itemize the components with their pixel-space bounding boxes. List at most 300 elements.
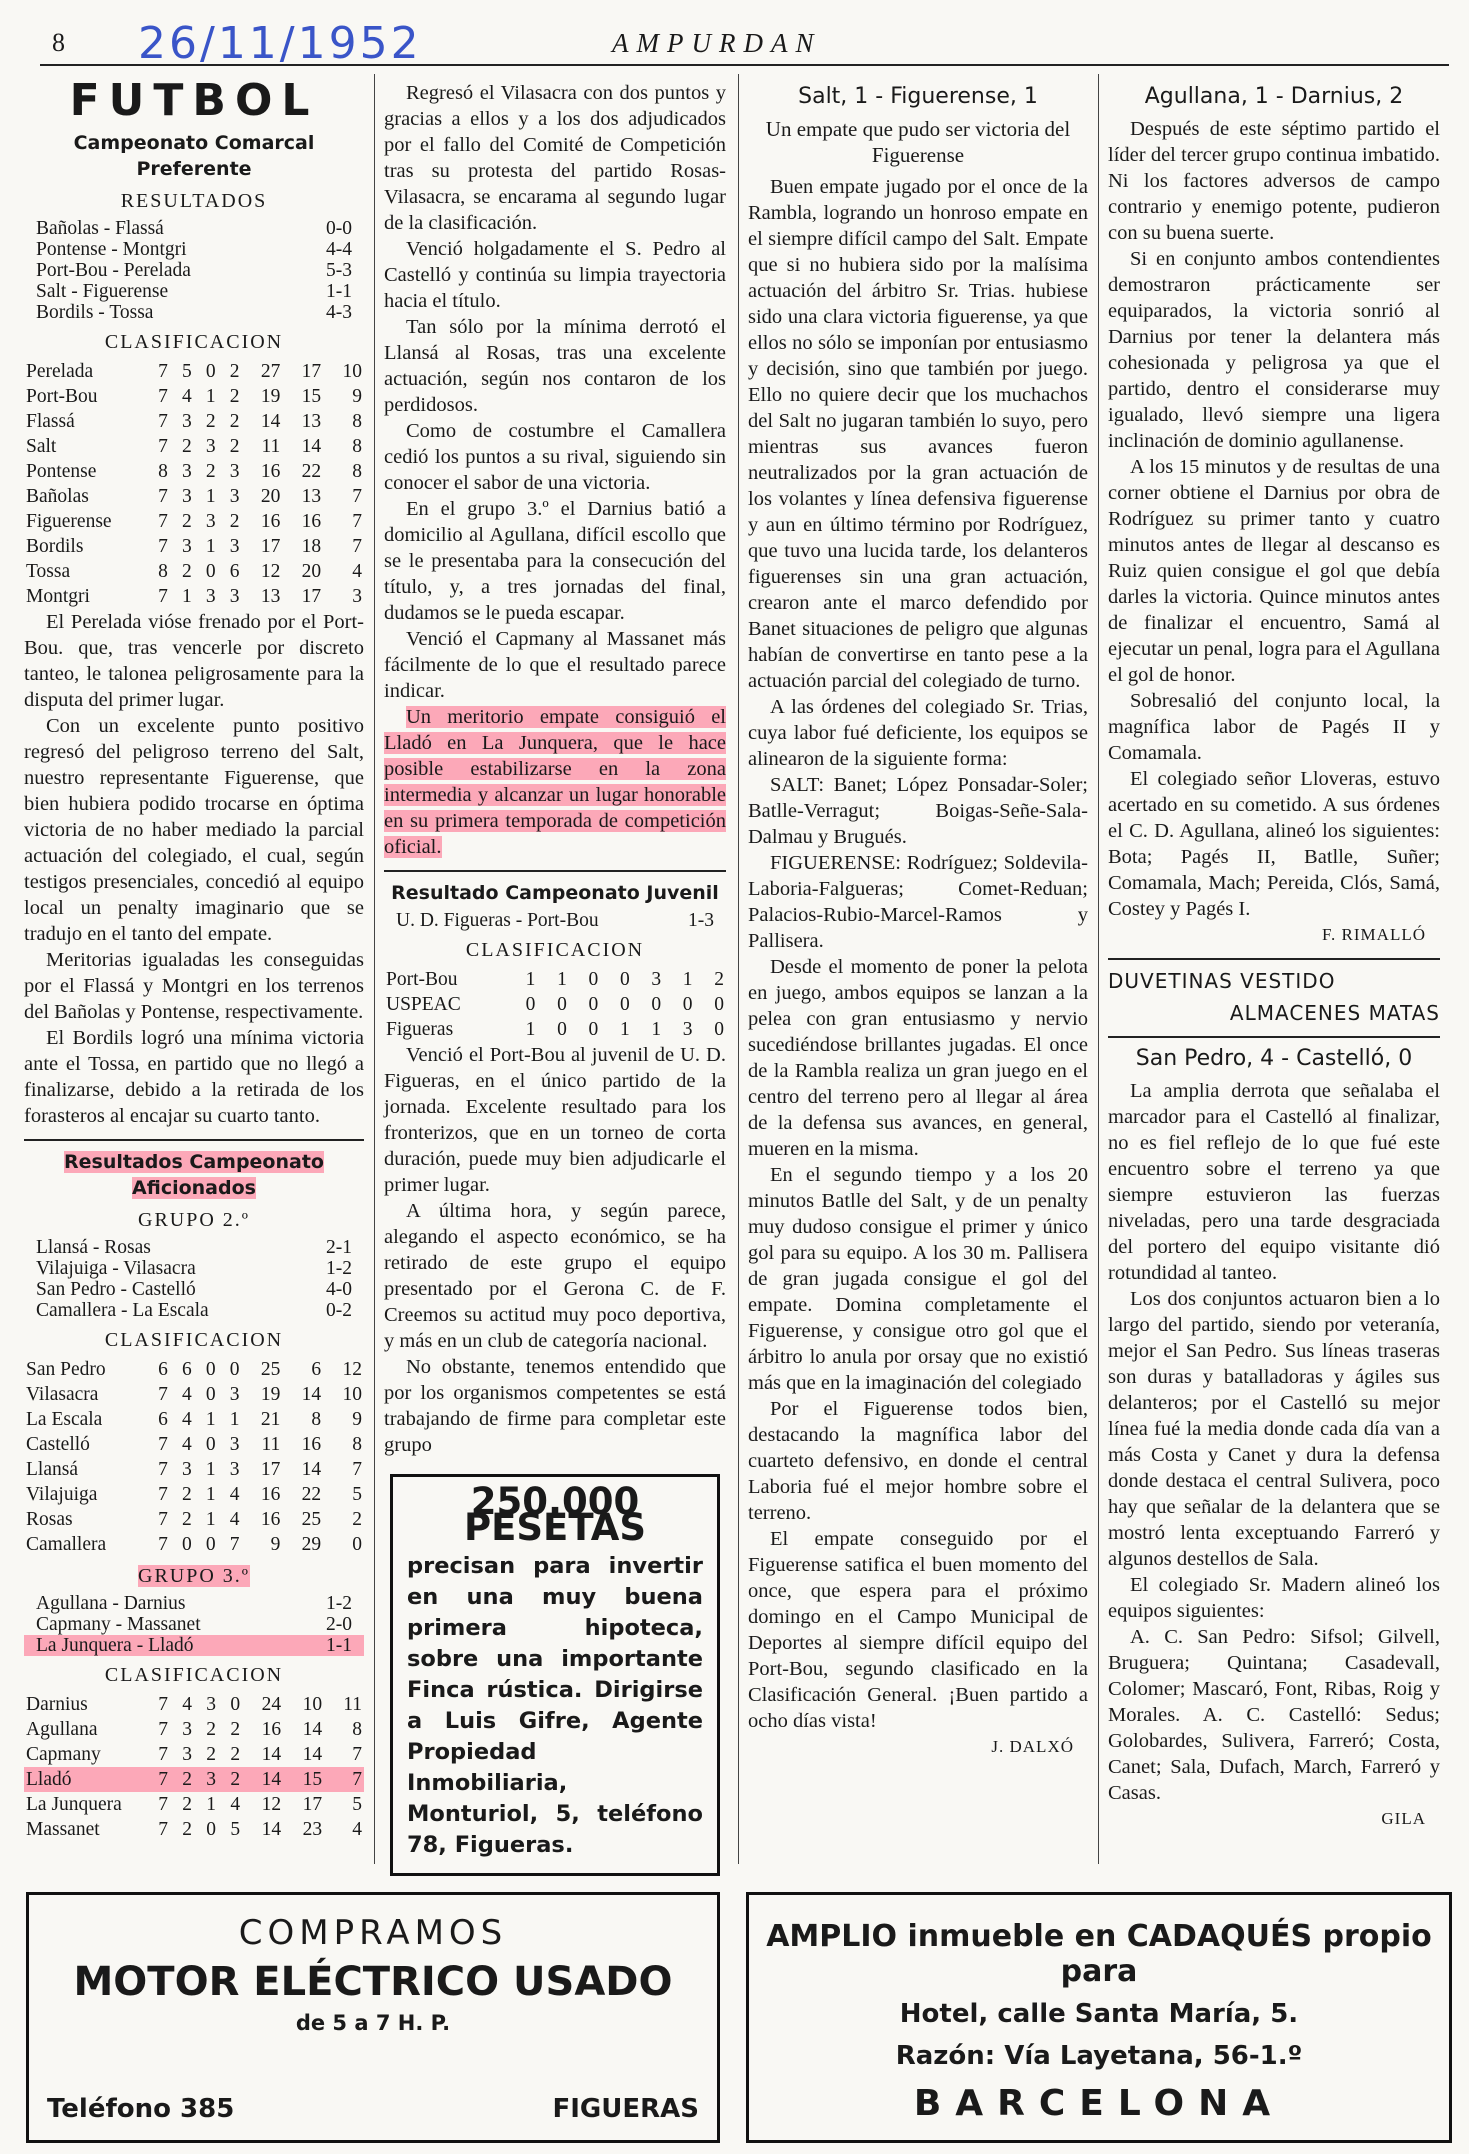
stat-cell: 0	[651, 994, 662, 1015]
stat-cell: 0	[205, 361, 216, 382]
ad-phone: Teléfono 385	[47, 2094, 235, 2124]
match-name: Pontense - Montgri	[36, 239, 187, 260]
stat-cell: 7	[158, 1694, 169, 1715]
stat-cell: 0	[619, 994, 630, 1015]
newspaper-title: AMPURDAN	[612, 28, 822, 58]
team-name: Port-Bou	[26, 386, 98, 407]
stat-cell: 1	[205, 536, 216, 557]
divider	[1108, 1036, 1440, 1038]
ad-headline: AMPLIO inmueble en CADAQUÉS propio para	[766, 1919, 1432, 1989]
stat-cell: 6	[229, 561, 240, 582]
stat-cell: 3	[229, 1434, 240, 1455]
stat-cell: 1	[205, 486, 216, 507]
stat-cell: 0	[205, 561, 216, 582]
stat-cell: 8	[352, 411, 362, 432]
stat-cell: 2	[182, 511, 192, 532]
stat-cell: 3	[182, 1459, 192, 1480]
table-row	[24, 1792, 364, 1817]
stat-cell: 1	[651, 1019, 662, 1040]
article-paragraph: Meritorias igualadas les conseguidas por el Flassá y Montgri en los terrenos del Bañolas y Pontense, respectivamente.	[24, 949, 364, 1023]
stat-cell: 2	[182, 1484, 192, 1505]
stat-cell: 0	[182, 1534, 192, 1555]
stat-cell: 2	[229, 436, 240, 457]
article-paragraph: Los dos conjuntos actuaron bien a lo largo del partido, siendo por veteranía, mejor el San Pedro. Sus líneas traseras son duras y batalladoras y ágiles sus delanteros; por el Castelló su mejor línea fué la media donde cada día van a más Costa y Canet y dura la defensa donde destaca el central Sulivera, poco hay que señalar de la delantera que se mostró lenta exceptuando Farreró y algunos destellos de Sala.	[1108, 1288, 1440, 1570]
stat-cell: 17	[260, 536, 281, 557]
match-score: 0-2	[326, 1300, 352, 1321]
team-name: Capmany	[26, 1744, 101, 1765]
stat-cell: 7	[158, 1384, 168, 1405]
stat-cell: 0	[206, 1819, 217, 1840]
ad-footer	[47, 2094, 699, 2124]
result-row	[24, 302, 364, 323]
stat-cell: 11	[261, 1434, 281, 1455]
article-paragraph: Desde el momento de poner la pelota en juego, ambos equipos se lanzan a la pelea con gran entusiasmo y nervio sucediéndose brillantes jugadas. El once de la Rambla realiza un gran juego en el centro del terreno pero al llegar al área de la defensa sus avances, en general, mueren en la misma.	[748, 956, 1088, 1160]
column-2	[384, 80, 726, 1892]
stat-cell: 6	[158, 1359, 168, 1380]
divider	[24, 1139, 364, 1141]
stat-cell: 11	[261, 436, 281, 457]
stat-cell: 2	[229, 361, 240, 382]
table-row	[24, 1382, 364, 1407]
stat-cell: 3	[205, 436, 216, 457]
table-row	[24, 1482, 364, 1507]
stat-cell: 7	[158, 436, 168, 457]
match-headline: Salt, 1 - Figuerense, 1	[798, 84, 1038, 109]
stat-cell: 24	[261, 1694, 282, 1715]
stat-cell: 3	[182, 486, 192, 507]
stat-cell: 3	[206, 1694, 217, 1715]
table-row	[24, 1357, 364, 1382]
stat-cell: 8	[352, 461, 362, 482]
match-headline: San Pedro, 4 - Castelló, 0	[1135, 1046, 1413, 1071]
stat-cell: 1	[682, 969, 693, 990]
stat-cell: 9	[352, 1409, 362, 1430]
stat-cell: 6	[182, 1359, 192, 1380]
table-row	[24, 1692, 364, 1717]
team-name: Castelló	[26, 1434, 90, 1455]
table-row	[384, 992, 726, 1017]
stat-cell: 0	[229, 1359, 240, 1380]
stat-cell: 7	[158, 1769, 169, 1790]
stat-cell: 2	[182, 1794, 193, 1815]
stat-cell: 14	[301, 1459, 322, 1480]
result-row	[24, 1300, 364, 1321]
stat-cell: 0	[205, 1534, 216, 1555]
stat-cell: 3	[205, 586, 216, 607]
aficionados-title	[24, 1149, 364, 1201]
stat-cell: 3	[182, 1719, 193, 1740]
stat-cell: 10	[302, 1694, 323, 1715]
team-name: Perelada	[26, 361, 94, 382]
stat-cell: 13	[301, 411, 322, 432]
match-score: 2-1	[326, 1237, 352, 1258]
stat-cell: 22	[301, 1484, 322, 1505]
result-row	[24, 1635, 364, 1656]
stat-cell: 12	[342, 1359, 362, 1380]
article-paragraph: No obstante, tenemos entendido que por los organismos competentes se está trabajando de firme para completar este grupo	[384, 1356, 726, 1456]
stat-cell: 5	[352, 1484, 362, 1505]
team-name: USPEAC	[386, 994, 461, 1015]
stat-cell: 14	[260, 411, 281, 432]
result-row	[24, 1237, 364, 1258]
stat-cell: 0	[205, 1359, 216, 1380]
stat-cell: 3	[682, 1019, 693, 1040]
stat-cell: 17	[260, 1459, 281, 1480]
stat-cell: 12	[260, 561, 281, 582]
article-paragraph: Venció el Capmany al Massanet más fácilmente de lo que el resultado parece indicar.	[384, 628, 726, 702]
match-name: Agullana - Darnius	[36, 1593, 186, 1614]
table-row	[24, 1407, 364, 1432]
stat-cell: 1	[205, 1509, 216, 1530]
team-name: Vilasacra	[26, 1384, 99, 1405]
stat-cell: 2	[182, 1819, 193, 1840]
results-list	[24, 218, 364, 323]
team-name: Figueras	[386, 1019, 454, 1040]
stat-cell: 3	[182, 461, 192, 482]
stat-cell: 7	[158, 386, 168, 407]
stat-cell: 0	[230, 1694, 241, 1715]
stat-cell: 1	[205, 1484, 216, 1505]
stat-cell: 22	[301, 461, 322, 482]
stat-cell: 7	[158, 486, 168, 507]
result-row	[24, 281, 364, 302]
stat-cell: 19	[260, 1384, 281, 1405]
article-paragraph: Sobresalió del conjunto local, la magnífica labor de Pagés II y Comamala.	[1108, 690, 1440, 764]
stat-cell: 4	[352, 561, 362, 582]
stat-cell: 0	[714, 994, 724, 1015]
group-label: GRUPO 2.º	[138, 1209, 250, 1231]
stat-cell: 3	[229, 486, 240, 507]
table-row	[384, 1017, 726, 1042]
table-row	[384, 967, 726, 992]
highlight-mark: Un meritorio empate consiguió el Lladó en La Junquera, que le hace posible estabilizarse en la zona intermedia y alcanzar un lugar honorable en su primera temporada de competición oficial.	[384, 706, 726, 858]
stat-cell: 17	[301, 586, 322, 607]
stat-cell: 8	[311, 1409, 322, 1430]
match-name: Llansá - Rosas	[36, 1237, 151, 1258]
highlighted-group-label: GRUPO 3.º	[138, 1565, 250, 1587]
match-headline: Agullana, 1 - Darnius, 2	[1144, 84, 1404, 109]
stat-cell: 16	[260, 1509, 281, 1530]
article-paragraph: En el grupo 3.º el Darnius batió a domicilio al Agullana, difícil escollo que se le presentaba para la consecución del título, y, a tres jornadas del final, dudamos se le pueda escapar.	[384, 498, 726, 624]
match-score: 4-4	[326, 239, 352, 260]
stat-cell: 7	[158, 1719, 169, 1740]
team-name: La Junquera	[26, 1794, 122, 1815]
stat-cell: 5	[230, 1819, 241, 1840]
match-score: 1-1	[326, 1635, 352, 1656]
article-paragraph: Con un excelente punto positivo regresó del peligroso terreno del Salt, nuestro representante Figuerense, que bien hubiera podido trocarse en óptima victoria de no haber mediado la parcial actuación del colegiado, el cual, según testigos presenciales, concedió al equipo local un penalty imaginario que se tradujo en el tanto del empate.	[24, 715, 364, 945]
stat-cell: 2	[229, 386, 240, 407]
stat-cell: 2	[230, 1719, 241, 1740]
table-row	[24, 1767, 364, 1792]
team-name: La Escala	[26, 1409, 103, 1430]
stat-cell: 14	[261, 1769, 282, 1790]
article-paragraph: En el segundo tiempo y a los 20 minutos Batlle del Salt, y de un penalty muy dudoso consigue el primer y único gol para su equipo. A los 30 m. Pallisera de gran jugada consigue el gol del empate. Domina completamente el Figuerense, y consigue otro gol que el árbitro lo anula por orsay que no existió más que en la imaginación del colegiado	[748, 1164, 1088, 1394]
stat-cell: 2	[230, 1769, 241, 1790]
stat-cell: 7	[352, 1744, 362, 1765]
result-row	[24, 1614, 364, 1635]
result-row	[24, 218, 364, 239]
stat-cell: 2	[182, 1769, 193, 1790]
team-name: Camallera	[26, 1534, 107, 1555]
stat-cell: 3	[205, 511, 216, 532]
stat-cell: 14	[261, 1819, 282, 1840]
stat-cell: 0	[557, 1019, 567, 1040]
stat-cell: 5	[352, 1794, 362, 1815]
article-paragraph: A última hora, y según parece, alegando el aspecto económico, se ha retirado de este grupo el equipo presentado por el Gerona C. de F. Creemos su actitud muy poco deportiva, y más en un club de categoría nacional.	[384, 1200, 726, 1352]
team-name: Massanet	[26, 1819, 100, 1840]
team-name: Bordils	[26, 536, 84, 557]
stat-cell: 29	[301, 1534, 322, 1555]
stat-cell: 0	[588, 994, 599, 1015]
table-row	[24, 459, 364, 484]
stat-cell: 3	[229, 1384, 240, 1405]
match-score: 1-2	[326, 1593, 352, 1614]
stat-cell: 7	[229, 1534, 240, 1555]
stat-cell: 1	[205, 386, 216, 407]
stat-cell: 4	[229, 1484, 240, 1505]
article-paragraph: Como de costumbre el Camallera cedió los puntos a su rival, siguiendo sin conocer el sabor de una victoria.	[384, 420, 726, 494]
stat-cell: 2	[205, 461, 216, 482]
stat-cell: 13	[260, 586, 281, 607]
stat-cell: 7	[158, 1794, 169, 1815]
article-paragraph: FIGUERENSE: Rodríguez; Soldevila-Laboria-Falgueras; Comet-Reduan; Palacios-Rubio-Marcel-Ramos y Pallisera.	[748, 852, 1088, 952]
stat-cell: 2	[230, 1744, 241, 1765]
table-row	[24, 559, 364, 584]
match-name: Port-Bou - Perelada	[36, 260, 191, 281]
article-paragraph: Regresó el Vilasacra con dos puntos y gracias a ellos y a los dos adjudicados por el fallo del Comité de Competición tras su protesta del partido Rosas-Vilasacra, se encarama al segundo lugar de la clasificación.	[384, 82, 726, 234]
stat-cell: 3	[229, 461, 240, 482]
stat-cell: 9	[352, 386, 362, 407]
article-paragraph: El Bordils logró una mínima victoria ante el Tossa, en partido que no llegó a finalizarse, debido a la retirada de los forasteros al encajar su cuarto tanto.	[24, 1027, 364, 1127]
stat-cell: 3	[206, 1769, 217, 1790]
stat-cell: 8	[352, 1719, 362, 1740]
property-ad	[746, 1892, 1452, 2143]
article-paragraph: Si en conjunto ambos contendientes demostraron prácticamente ser equiparados, la victoria sonrió al Darnius por tener la delantera más cohesionada y peligrosa ya que el partido, dentro el considerarse muy igualado, llevó siempre una ligera inclinación de dominio agullanense.	[1108, 248, 1440, 452]
stat-cell: 4	[182, 1694, 193, 1715]
match-score: 1-1	[326, 281, 352, 302]
table-row	[24, 434, 364, 459]
stat-cell: 25	[301, 1509, 322, 1530]
table-row	[24, 384, 364, 409]
stat-cell: 6	[158, 1409, 168, 1430]
match-score: 1-3	[688, 910, 714, 931]
team-name: Llansá	[26, 1459, 78, 1480]
stat-cell: 2	[229, 411, 240, 432]
table-row	[24, 534, 364, 559]
team-name: Figuerense	[26, 511, 112, 532]
stat-cell: 2	[352, 1509, 362, 1530]
team-name: Salt	[26, 436, 57, 457]
result-row	[24, 260, 364, 281]
column-divider	[1098, 74, 1099, 1864]
results-list	[24, 1237, 364, 1321]
stat-cell: 7	[158, 1509, 168, 1530]
stat-cell: 3	[651, 969, 662, 990]
stat-cell: 14	[301, 1384, 322, 1405]
highlighted-paragraph	[384, 704, 726, 860]
article-paragraph: Después de este séptimo partido el líder del tercer grupo continua imbatido. Ni los factores adversos de campo contrario y enemigo potente, pudieron con su buena suerte.	[1108, 118, 1440, 244]
stat-cell: 0	[619, 969, 630, 990]
column-divider	[738, 74, 739, 1864]
store-ad-line: DUVETINAS VESTIDO	[1108, 969, 1336, 993]
article-paragraph: El colegiado Sr. Madern alineó los equipos siguientes:	[1108, 1574, 1440, 1622]
stat-cell: 2	[206, 1719, 217, 1740]
stat-cell: 3	[229, 536, 240, 557]
classification-table	[24, 1692, 364, 1842]
stat-cell: 16	[261, 1719, 282, 1740]
match-name: Bañolas - Flassá	[36, 218, 164, 239]
stat-cell: 8	[158, 561, 168, 582]
stat-cell: 2	[229, 511, 240, 532]
ad-headline: MOTOR ELÉCTRICO USADO	[73, 1959, 673, 2005]
team-name: Rosas	[26, 1509, 73, 1530]
match-name: Bordils - Tossa	[36, 302, 154, 323]
table-row	[24, 584, 364, 609]
stat-cell: 8	[158, 461, 168, 482]
stat-cell: 17	[301, 361, 322, 382]
juvenil-title: Resultado Campeonato Juvenil	[391, 882, 719, 904]
mortgage-ad	[390, 1474, 720, 1876]
stat-cell: 3	[229, 1459, 240, 1480]
team-name: Flassá	[26, 411, 75, 432]
stat-cell: 20	[260, 486, 281, 507]
stat-cell: 5	[182, 361, 192, 382]
ad-line: Hotel, calle Santa María, 5.	[899, 1999, 1299, 2029]
stat-cell: 15	[301, 386, 322, 407]
match-name: La Junquera - Lladó	[36, 1635, 194, 1656]
team-name: Bañolas	[26, 486, 89, 507]
result-row	[24, 1593, 364, 1614]
article-paragraph: El colegiado señor Lloveras, estuvo acertado en su cometido. A sus órdenes el C. D. Agullana, alineó los siguientes: Bota; Pagés II, Batlle, Suñer; Comamala, Mach; Pereida, Clós, Samá, Costey y Pagés I.	[1108, 768, 1440, 920]
table-row	[24, 509, 364, 534]
page-number: 8	[52, 28, 65, 57]
stat-cell: 7	[158, 1534, 168, 1555]
team-name: Vilajuiga	[26, 1484, 98, 1505]
stat-cell: 7	[158, 1744, 169, 1765]
section-title: FUTBOL	[69, 75, 319, 126]
stat-cell: 3	[229, 586, 240, 607]
team-name: Port-Bou	[386, 969, 458, 990]
table-row	[24, 1507, 364, 1532]
stat-cell: 7	[158, 586, 168, 607]
results-list	[24, 1593, 364, 1656]
ad-title: 250.000 PESETAS	[464, 1480, 646, 1549]
stat-cell: 14	[261, 1744, 282, 1765]
stat-cell: 1	[525, 969, 536, 990]
stat-cell: 0	[588, 1019, 599, 1040]
team-name: Darnius	[26, 1694, 88, 1715]
stat-cell: 1	[205, 1459, 216, 1480]
match-name: Capmany - Massanet	[36, 1614, 201, 1635]
stat-cell: 20	[301, 561, 322, 582]
table-row	[24, 1432, 364, 1457]
header-rule	[40, 64, 1449, 66]
stat-cell: 8	[352, 436, 362, 457]
match-name: Vilajuiga - Vilasacra	[36, 1258, 196, 1279]
match-subheadline: Un empate que pudo ser victoria del Figuerense	[765, 117, 1071, 167]
stat-cell: 1	[525, 1019, 536, 1040]
article-paragraph: Por el Figuerense todos bien, destacando la magnífica labor del cuarteto defensivo, en donde el central Laboria fué el mejor hombre sobre el terreno.	[748, 1398, 1088, 1524]
ad-city: FIGUERAS	[552, 2094, 699, 2124]
ad-line: de 5 a 7 H. P.	[295, 2011, 451, 2035]
classification-label: CLASIFICACION	[104, 331, 284, 353]
team-name: Agullana	[26, 1719, 98, 1740]
column-divider	[374, 74, 375, 1864]
stat-cell: 7	[158, 1459, 168, 1480]
article-paragraph: A los 15 minutos y de resultas de una corner obtiene el Darnius por obra de Rodríguez su primer tanto y cuatro minutos antes de llegar al descanso es Ruiz quien consigue el gol que debía darles la victoria. Quince minutos antes de finalizar el encuentro, Samá al ejecutar un penal, logra para el Agullana el gol de honor.	[1108, 456, 1440, 686]
stat-cell: 17	[302, 1794, 323, 1815]
table-row	[24, 359, 364, 384]
table-row	[24, 1532, 364, 1557]
juvenil-result	[384, 910, 726, 931]
stat-cell: 4	[182, 1384, 192, 1405]
stat-cell: 16	[260, 511, 281, 532]
ad-line: Razón: Vía Layetana, 56-1.º	[895, 2041, 1303, 2071]
match-name: Salt - Figuerense	[36, 281, 169, 302]
stat-cell: 7	[158, 1434, 168, 1455]
stat-cell: 15	[302, 1769, 323, 1790]
match-name: San Pedro - Castelló	[36, 1279, 196, 1300]
article-paragraph: Tan sólo por la mínima derrotó el Llansá al Rosas, tras una excelente actuación, según nos contaron de los perdidosos.	[384, 316, 726, 416]
highlighted-heading: Resultados Campeonato Aficionados	[64, 1151, 324, 1199]
match-score: 2-0	[326, 1614, 352, 1635]
column-1	[24, 75, 364, 1842]
ad-body: precisan para invertir en una muy buena primera hipoteca, sobre una importante Finca rústica. Dirigirse a Luis Gifre, Agente Propiedad Inmobiliaria, Monturiol, 5, teléfono 78, Figueras.	[407, 1553, 703, 1858]
divider	[384, 870, 726, 872]
stat-cell: 16	[260, 1484, 281, 1505]
competition-title: Campeonato Comarcal Preferente	[73, 132, 315, 180]
stat-cell: 2	[182, 436, 192, 457]
author-signature: F. RIMALLÓ	[1321, 925, 1426, 944]
stat-cell: 14	[301, 436, 322, 457]
team-name: Tossa	[26, 561, 71, 582]
team-name: Montgri	[26, 586, 90, 607]
results-label: RESULTADOS	[120, 190, 268, 212]
stat-cell: 11	[343, 1694, 362, 1715]
stat-cell: 12	[261, 1794, 282, 1815]
stat-cell: 7	[158, 1484, 168, 1505]
team-name: Lladó	[26, 1769, 72, 1790]
article-paragraph: SALT: Banet; López Ponsadar-Soler; Batlle-Verragut; Boigas-Señe-Sala-Dalmau y Brugués.	[748, 774, 1088, 848]
classification-table	[24, 1357, 364, 1557]
match-name: Camallera - La Escala	[36, 1300, 209, 1321]
stat-cell: 0	[525, 994, 536, 1015]
stat-cell: 27	[260, 361, 281, 382]
divider	[1108, 958, 1440, 960]
stat-cell: 10	[342, 1384, 362, 1405]
stat-cell: 1	[619, 1019, 630, 1040]
stat-cell: 7	[158, 511, 168, 532]
match-score: 4-3	[326, 302, 352, 323]
match-score: 5-3	[326, 260, 352, 281]
table-row	[24, 1742, 364, 1767]
article-paragraph: A. C. San Pedro: Sifsol; Gilvell, Bruguera; Quintana; Casadevall, Colomer; Mascaró, Font, Ribas, Roig y Morales. A. C. Castelló: Sedus; Golobardes, Sulivera, Farreró; Costa, Canet; Sala, Dufach, March, Farreró y Casas.	[1108, 1626, 1440, 1804]
team-name: San Pedro	[26, 1359, 106, 1380]
group-label	[24, 1563, 364, 1589]
stat-cell: 2	[714, 969, 724, 990]
handwritten-date: 26/11/1952	[138, 18, 422, 69]
team-name: Pontense	[26, 461, 97, 482]
article-paragraph: La amplia derrota que señalaba el marcador para el Castelló al finalizar, no es fiel reflejo de lo que fué este encuentro sobre el terreno ya que siempre estuvieron las fuerzas niveladas, pero una tarde desgraciada del portero del equipo visitante dió rotundidad al tanteo.	[1108, 1080, 1440, 1284]
stat-cell: 1	[182, 586, 192, 607]
match-score: 1-2	[326, 1258, 352, 1279]
match-score: 4-0	[326, 1279, 352, 1300]
author-signature: J. DALXÓ	[991, 1737, 1074, 1756]
stat-cell: 0	[588, 969, 599, 990]
stat-cell: 0	[205, 1434, 216, 1455]
stat-cell: 7	[352, 511, 362, 532]
stat-cell: 3	[182, 1744, 193, 1765]
